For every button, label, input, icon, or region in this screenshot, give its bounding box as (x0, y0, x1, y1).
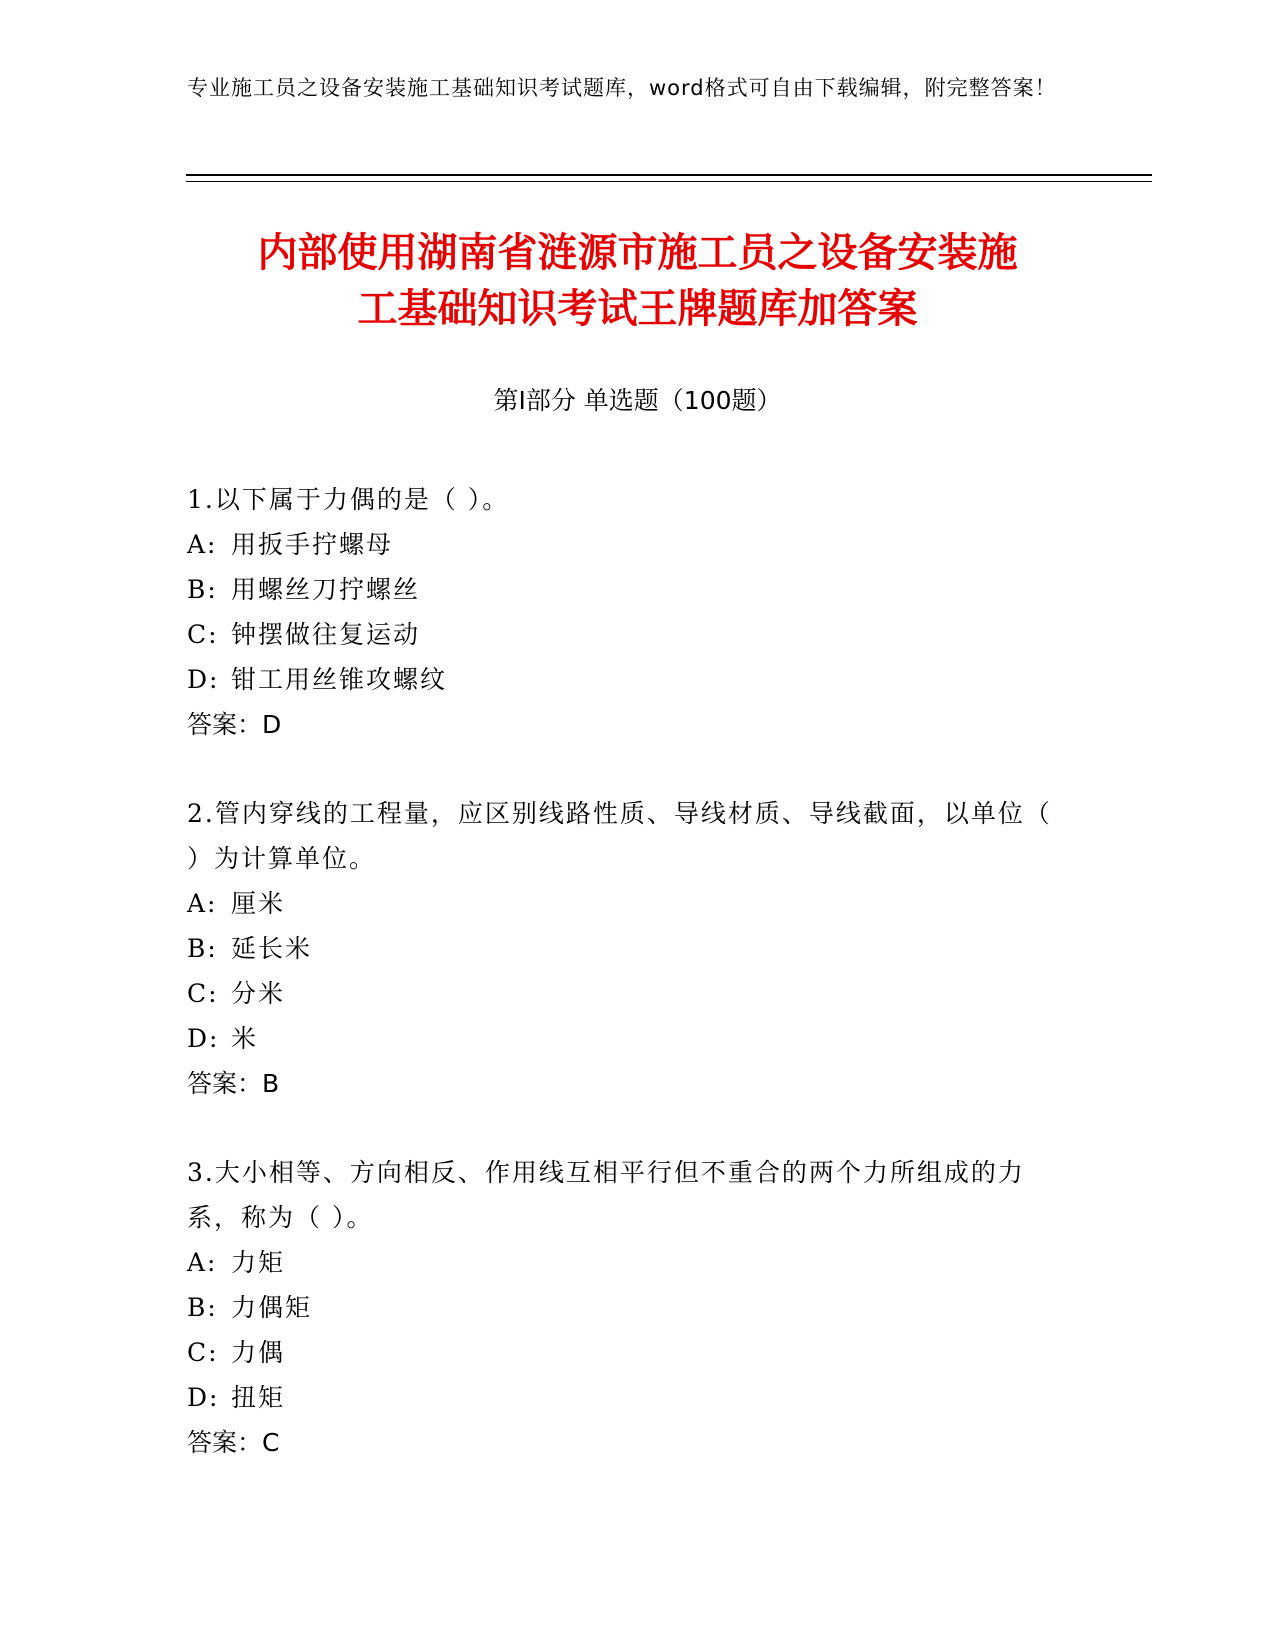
option-b (187, 1285, 1067, 1330)
option-text: 钟摆做往复运动 (231, 620, 421, 649)
option-b (187, 926, 1067, 971)
question-stem: 1.以下属于力偶的是（ ）。 (187, 485, 510, 514)
option-letter: B: (187, 1293, 218, 1322)
option-letter: D: (187, 1024, 220, 1053)
option-text: 分米 (231, 979, 286, 1008)
option-d (187, 1375, 1067, 1420)
option-letter: C: (187, 620, 219, 649)
question-stem: 2.管内穿线的工程量，应区别线路性质、导线材质、导线截面，以单位（ ）为计算单位。 (187, 799, 1052, 873)
question-2 (187, 791, 1067, 1106)
question-1 (187, 477, 1067, 747)
option-a (187, 1240, 1067, 1285)
option-a (187, 881, 1067, 926)
option-text: 力偶 (231, 1338, 286, 1367)
header-note: 专业施工员之设备安装施工基础知识考试题库，word格式可自由下载编辑，附完整答案！ (187, 76, 1057, 100)
question-stem: 3.大小相等、方向相反、作用线互相平行但不重合的两个力所组成的力系，称为（ ）。 (187, 1158, 1025, 1232)
section-title: 第Ⅰ部分 单选题（100题） (493, 386, 782, 415)
option-d (187, 1016, 1067, 1061)
option-letter: D: (187, 1383, 220, 1412)
option-letter: A: (187, 1248, 218, 1277)
question-list (187, 477, 1067, 1509)
option-text: 扭矩 (231, 1383, 286, 1412)
option-b (187, 567, 1067, 612)
document-title-line-1: 内部使用湖南省涟源市施工员之设备安装施 (257, 230, 1018, 276)
option-text: 米 (231, 1024, 259, 1053)
option-letter: C: (187, 979, 219, 1008)
option-text: 力偶矩 (231, 1293, 313, 1322)
option-a (187, 522, 1067, 567)
option-text: 厘米 (231, 889, 286, 918)
header-divider-thick (186, 174, 1152, 176)
option-letter: B: (187, 575, 218, 604)
option-letter: D: (187, 665, 220, 694)
option-c (187, 612, 1067, 657)
option-c (187, 1330, 1067, 1375)
option-text: 用扳手拧螺母 (231, 530, 394, 559)
option-c (187, 971, 1067, 1016)
option-text: 延长米 (231, 934, 313, 963)
document-title (150, 225, 1125, 337)
option-d (187, 657, 1067, 702)
option-letter: A: (187, 889, 218, 918)
option-text: 力矩 (231, 1248, 286, 1277)
question-answer: 答案：B (187, 1069, 280, 1098)
question-answer: 答案：D (187, 710, 282, 739)
option-text: 用螺丝刀拧螺丝 (231, 575, 421, 604)
question-answer: 答案：C (187, 1428, 280, 1457)
header-divider-thin (186, 181, 1152, 182)
option-letter: A: (187, 530, 218, 559)
document-title-line-2: 工基础知识考试王牌题库加答案 (357, 286, 918, 332)
question-3 (187, 1150, 1067, 1465)
option-text: 钳工用丝锥攻螺纹 (231, 665, 448, 694)
option-letter: B: (187, 934, 218, 963)
option-letter: C: (187, 1338, 219, 1367)
